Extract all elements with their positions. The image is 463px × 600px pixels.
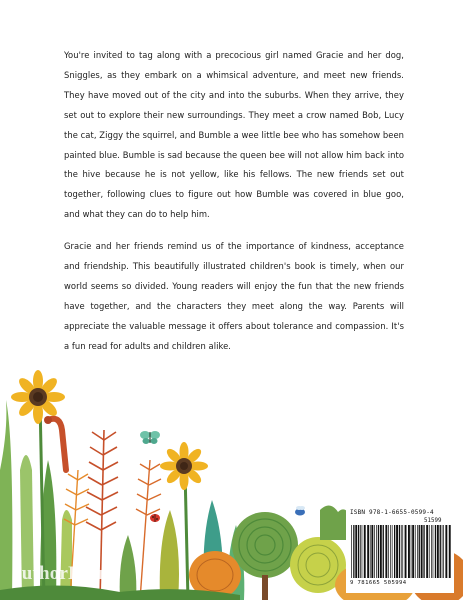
barcode-bar [376,525,377,578]
barcode-bar [358,525,359,578]
barcode-bar [423,525,424,578]
barcode-bar [412,525,414,578]
barcode-bar [421,525,423,578]
barcode-bar [385,525,387,578]
barcode-bar [408,525,410,578]
publisher-logo: authorHouse [12,563,120,584]
barcode-bar [399,525,400,578]
barcode-bar [394,525,395,578]
barcode-bar [442,525,443,578]
description-paragraph-1: You're invited to tag along with a precocious girl named Gracie and her dog, Sniggles, as they embark on a whimsical adventure, and meet new friends. They have moved out of the city and into the suburbs. When they arrive, they set out to explore their new surroundings. They meet a crow named Bob, Lucy the cat, Ziggy the squirrel, and Bumble a wee little bee who has somehow been painted blue. Bumble is sad because the queen bee will not allow him back into the hive because he is not yellow, like his fellows. The new friends set out together, following clues to figure out how Bumble was covered in blue goo, and what they can do to help him. [64,50,404,220]
bee-icon [295,506,305,516]
barcode-bar [351,525,352,578]
barcode-bar [388,525,389,578]
barcode-bar [402,525,403,578]
barcode-bar [380,525,382,578]
barcode-bar [401,525,402,578]
barcode-bar [426,525,428,578]
barcode-bar [360,525,361,578]
barcode-bar [378,525,379,578]
barcode-bar [383,525,384,578]
barcode-bar [371,525,373,578]
barcode-bar [429,525,430,578]
barcode-bar [370,525,371,578]
barcode-digits: 9 781665 505994 [350,580,407,586]
isbn-label: ISBN 978-1-6655-0599-4 [350,509,434,516]
barcode-bar [445,525,447,578]
barcode-bar [374,525,375,578]
barcode-bars [350,525,452,580]
barcode-bar [364,525,366,578]
barcode-bar [362,525,363,578]
butterfly-icon [140,431,160,444]
barcode-bar [396,525,398,578]
barcode-bar [405,525,407,578]
barcode-bar [431,525,432,578]
barcode-bar [440,525,441,578]
barcode-bar [392,525,393,578]
barcode-bar [353,525,354,578]
barcode-bar [411,525,412,578]
price-code: 51599 [424,518,442,524]
barcode-bar [437,525,439,578]
ladybug-icon [150,514,160,522]
barcode-bar [435,525,436,578]
description-paragraph-2: Gracie and her friends remind us of the importance of kindness, acceptance and friendship. This beautifully illustrated children's book is timely, when our world seems so divided. Young readers will enjoy the fun that the new friends have together, and the characters they meet along the way. Parents will appreciate the valuable message it offers about tolerance and compassion. It's a fun read for adults and children alike. [64,241,404,351]
barcode-bar [419,525,420,578]
barcode-bar [433,525,434,578]
caterpillar-icon [44,416,66,470]
barcode-bar [415,525,416,578]
barcode-bar [449,525,451,578]
barcode-bar [390,525,391,578]
barcode-bar [355,525,357,578]
barcode-bar [443,525,444,578]
fern-icon [136,460,161,600]
barcode-bar [417,525,418,578]
barcode-bar [367,525,369,578]
